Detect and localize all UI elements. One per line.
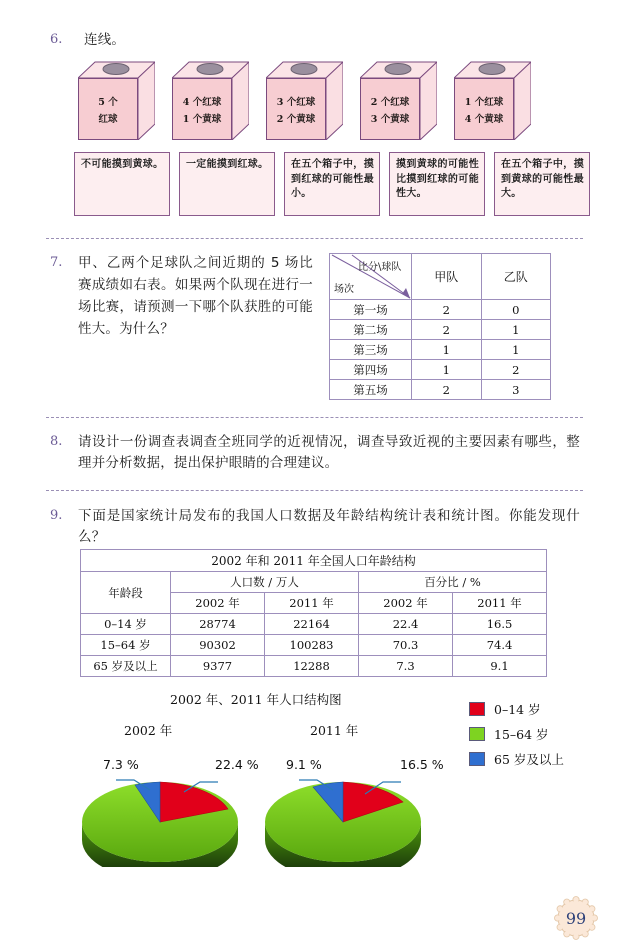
population-row-3-group: 65 岁及以上 bbox=[81, 656, 171, 677]
statement-card-row bbox=[74, 152, 590, 216]
ball-box-4-front bbox=[360, 78, 420, 140]
ball-box-5-line2: 4 个黄球 bbox=[464, 113, 504, 125]
ball-box-1 bbox=[78, 56, 155, 140]
table-row bbox=[81, 635, 547, 656]
population-subheader-pct-2011: 2011 年 bbox=[453, 593, 547, 614]
legend-item-15to64 bbox=[469, 725, 564, 743]
population-row-3-pop2011: 12288 bbox=[265, 656, 359, 677]
ball-box-1-line2: 红球 bbox=[98, 113, 118, 125]
legend-swatch-65plus-icon bbox=[469, 752, 485, 766]
ball-box-4-line2: 3 个黄球 bbox=[370, 113, 410, 125]
ball-box-5-line1: 1 个红球 bbox=[464, 96, 504, 108]
match-row-5-b: 3 bbox=[481, 380, 551, 400]
statement-card-4-text: 摸到黄球的可能性比摸到红球的可能性大。 bbox=[396, 159, 479, 199]
population-header-population: 人口数 / 万人 bbox=[171, 572, 359, 593]
table-row bbox=[330, 300, 551, 320]
table-row bbox=[81, 572, 547, 593]
table-row bbox=[81, 656, 547, 677]
pie-chart-1-name: 2002 年 bbox=[124, 723, 173, 738]
corner-label-match: 场次 bbox=[334, 284, 354, 295]
population-row-1-group: 0–14 岁 bbox=[81, 614, 171, 635]
ball-box-5-front bbox=[454, 78, 514, 140]
population-subheader-pop-2002: 2002 年 bbox=[171, 593, 265, 614]
population-row-1-pop2011: 22164 bbox=[265, 614, 359, 635]
legend-swatch-15to64-icon bbox=[469, 727, 485, 741]
population-row-2-pop2011: 100283 bbox=[265, 635, 359, 656]
match-row-3-label: 第三场 bbox=[330, 340, 412, 360]
question-8-prompt-wrap bbox=[78, 432, 580, 474]
match-row-2-label: 第二场 bbox=[330, 320, 412, 340]
divider-after-q6 bbox=[46, 238, 583, 239]
box-hole-icon bbox=[103, 64, 129, 75]
population-header-percent: 百分比 / % bbox=[359, 572, 547, 593]
match-row-3-b: 1 bbox=[481, 340, 551, 360]
ball-box-row bbox=[78, 56, 531, 140]
question-8-prompt: 请设计一份调查表调查全班同学的近视情况，调查导致近视的主要因素有哪些，整理并分析数据，提出保护眼睛的合理建议。 bbox=[78, 434, 580, 471]
match-row-2-a: 2 bbox=[412, 320, 482, 340]
ball-box-1-line1: 5 个 bbox=[98, 96, 118, 108]
box-hole-icon bbox=[291, 64, 317, 75]
population-row-3-pop2002: 9377 bbox=[171, 656, 265, 677]
statement-card-2-text: 一定能摸到红球。 bbox=[186, 159, 269, 170]
legend-label-65plus: 65 岁及以上 bbox=[494, 752, 564, 767]
ball-box-4 bbox=[360, 56, 437, 140]
chart-title: 2002 年、2011 年人口结构图 bbox=[170, 692, 342, 707]
question-7-number: 7. bbox=[50, 255, 63, 270]
question-9-prompt: 下面是国家统计局发布的我国人口数据及年龄结构统计表和统计图。你能发现什么？ bbox=[78, 508, 580, 545]
legend-label-15to64: 15–64 岁 bbox=[494, 727, 549, 742]
chart-legend bbox=[469, 700, 564, 775]
ball-box-3 bbox=[266, 56, 343, 140]
match-row-4-b: 2 bbox=[481, 360, 551, 380]
statement-card-5-text: 在五个箱子中，摸到黄球的可能性最大。 bbox=[501, 159, 584, 199]
ball-box-2-line1: 4 个红球 bbox=[182, 96, 222, 108]
table-row bbox=[330, 360, 551, 380]
match-table-header-team-b: 乙队 bbox=[481, 254, 551, 300]
pie-chart-1-graphic bbox=[72, 762, 257, 867]
ball-box-3-front bbox=[266, 78, 326, 140]
population-row-2-pop2002: 90302 bbox=[171, 635, 265, 656]
statement-card-2[interactable] bbox=[179, 152, 275, 216]
question-6-prompt: 连线。 bbox=[84, 32, 126, 48]
population-row-1-pct2002: 22.4 bbox=[359, 614, 453, 635]
population-header-agegroup: 年龄段 bbox=[81, 572, 171, 614]
population-structure-table bbox=[80, 549, 547, 677]
population-row-1-pct2011: 16.5 bbox=[453, 614, 547, 635]
question-9-number: 9. bbox=[50, 508, 63, 523]
question-6-number: 6. bbox=[50, 32, 63, 47]
divider-after-q7 bbox=[46, 417, 583, 418]
match-table-header-team-a: 甲队 bbox=[412, 254, 482, 300]
statement-card-3-text: 在五个箱子中，摸到红球的可能性最小。 bbox=[291, 159, 374, 199]
ball-box-2-line2: 1 个黄球 bbox=[182, 113, 222, 125]
box-hole-icon bbox=[385, 64, 411, 75]
match-score-table bbox=[329, 253, 551, 400]
table-row bbox=[81, 550, 547, 572]
page-number-text: 99 bbox=[565, 908, 587, 928]
ball-box-2 bbox=[172, 56, 249, 140]
legend-item-65plus bbox=[469, 750, 564, 768]
population-row-1-pop2002: 28774 bbox=[171, 614, 265, 635]
match-row-1-label: 第一场 bbox=[330, 300, 412, 320]
table-row bbox=[330, 380, 551, 400]
match-table-corner-header bbox=[330, 254, 412, 300]
pie-chart-2-graphic bbox=[255, 762, 440, 867]
ball-box-5 bbox=[454, 56, 531, 140]
legend-label-0to14: 0–14 岁 bbox=[494, 702, 541, 717]
ball-box-2-front bbox=[172, 78, 232, 140]
ball-box-3-line2: 2 个黄球 bbox=[276, 113, 316, 125]
table-row bbox=[330, 254, 551, 300]
pie-chart-2-label-0to14: 16.5 % bbox=[400, 757, 444, 772]
statement-card-1-text: 不可能摸到黄球。 bbox=[81, 159, 164, 170]
match-row-1-a: 2 bbox=[412, 300, 482, 320]
statement-card-4[interactable] bbox=[389, 152, 485, 216]
corner-label-score-team: 比分\球队 bbox=[358, 262, 402, 273]
legend-item-0to14 bbox=[469, 700, 564, 718]
box-hole-icon bbox=[197, 64, 223, 75]
question-8-number: 8. bbox=[50, 434, 63, 449]
table-row bbox=[81, 614, 547, 635]
statement-card-3[interactable] bbox=[284, 152, 380, 216]
divider-after-q8 bbox=[46, 490, 583, 491]
population-table-title: 2002 年和 2011 年全国人口年龄结构 bbox=[81, 550, 547, 572]
population-row-2-pct2002: 70.3 bbox=[359, 635, 453, 656]
ball-box-1-front bbox=[78, 78, 138, 140]
question-7-prompt: 甲、乙两个足球队之间近期的 5 场比赛成绩如右表。如果两个队现在进行一场比赛，请预测一下哪个队获胜的可能性大。为什么？ bbox=[78, 255, 313, 337]
match-row-1-b: 0 bbox=[481, 300, 551, 320]
pie-chart-2-name: 2011 年 bbox=[310, 723, 359, 738]
statement-card-5[interactable] bbox=[494, 152, 590, 216]
ball-box-4-line1: 2 个红球 bbox=[370, 96, 410, 108]
population-subheader-pop-2011: 2011 年 bbox=[265, 593, 359, 614]
legend-swatch-0to14-icon bbox=[469, 702, 485, 716]
pie-chart-1-label-65plus: 7.3 % bbox=[103, 757, 139, 772]
population-row-2-group: 15–64 岁 bbox=[81, 635, 171, 656]
match-row-2-b: 1 bbox=[481, 320, 551, 340]
question-9-prompt-wrap bbox=[78, 506, 580, 548]
match-row-4-label: 第四场 bbox=[330, 360, 412, 380]
question-7-prompt-wrap bbox=[78, 252, 313, 340]
ball-box-3-line1: 3 个红球 bbox=[276, 96, 316, 108]
page-number-badge bbox=[552, 896, 600, 940]
population-subheader-pct-2002: 2002 年 bbox=[359, 593, 453, 614]
population-row-3-pct2002: 7.3 bbox=[359, 656, 453, 677]
table-row bbox=[330, 320, 551, 340]
match-row-3-a: 1 bbox=[412, 340, 482, 360]
box-hole-icon bbox=[479, 64, 505, 75]
pie-chart-2-label-65plus: 9.1 % bbox=[286, 757, 322, 772]
population-row-2-pct2011: 74.4 bbox=[453, 635, 547, 656]
statement-card-1[interactable] bbox=[74, 152, 170, 216]
pie-chart-1-label-0to14: 22.4 % bbox=[215, 757, 259, 772]
population-row-3-pct2011: 9.1 bbox=[453, 656, 547, 677]
match-row-4-a: 1 bbox=[412, 360, 482, 380]
match-row-5-a: 2 bbox=[412, 380, 482, 400]
table-row bbox=[330, 340, 551, 360]
match-row-5-label: 第五场 bbox=[330, 380, 412, 400]
